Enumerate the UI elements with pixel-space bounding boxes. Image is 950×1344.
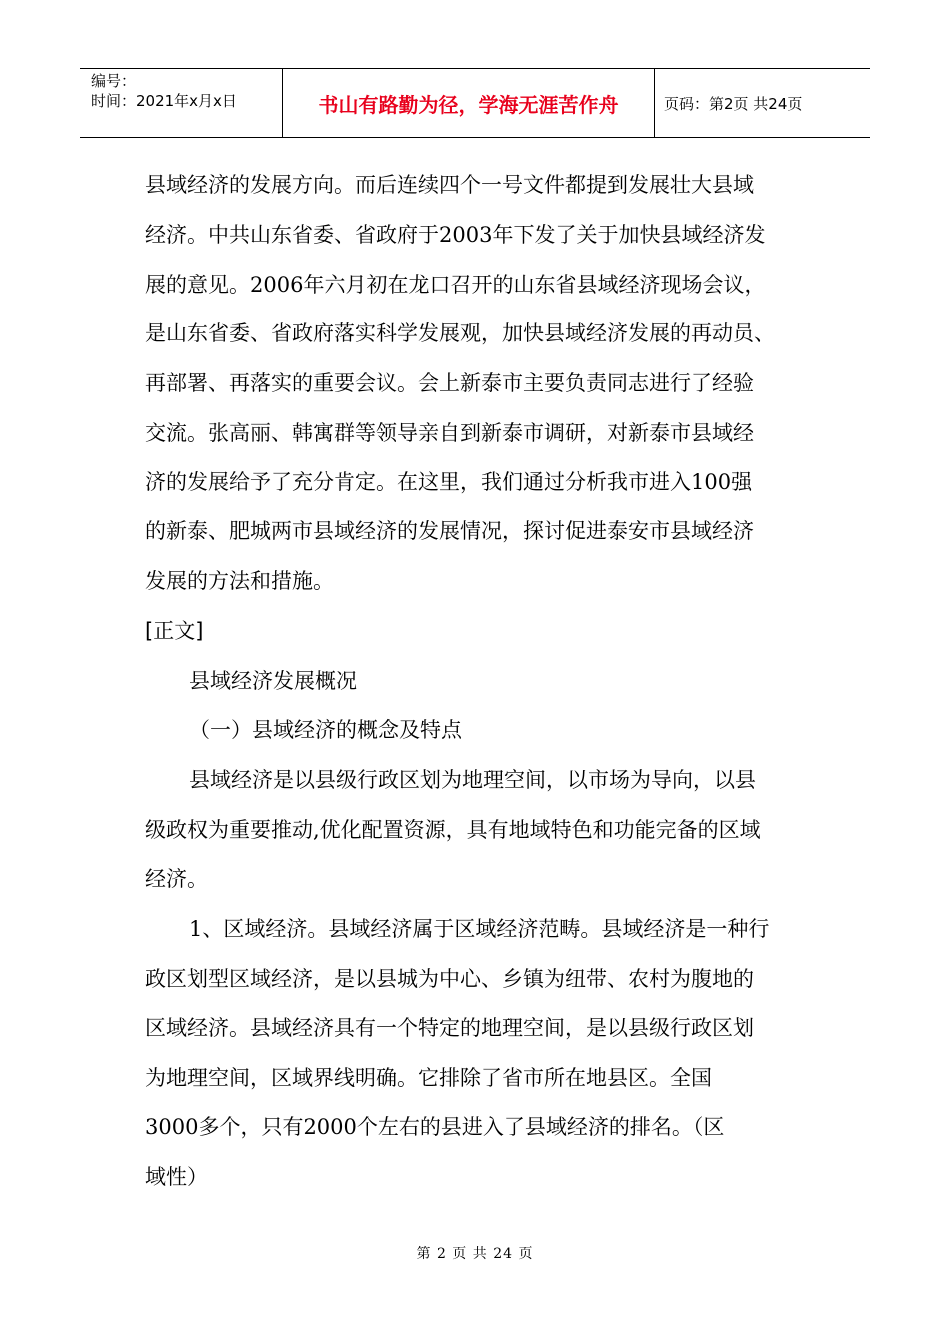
point1-line: 为地理空间，区域界线明确。它排除了省市所在地县区。全国 [145, 1066, 712, 1090]
body-line: 发展的方法和措施。 [145, 569, 334, 593]
number-label: 编号： [91, 72, 137, 90]
body-line: 的新泰、肥城两市县域经济的发展情况，探讨促进泰安市县域经济 [145, 519, 754, 543]
time-label: 时间：2021年x月x日 [91, 92, 237, 110]
page-header [80, 68, 870, 138]
body-line: 再部署、再落实的重要会议。会上新泰市主要负责同志进行了经验 [145, 371, 754, 395]
definition-line: 经济。 [145, 867, 208, 891]
section-heading: 县域经济发展概况 [189, 669, 357, 693]
definition-line: 级政权为重要推动,优化配置资源，具有地域特色和功能完备的区域 [145, 818, 761, 842]
header-page-info: 页码：第2页 共24页 [664, 94, 803, 113]
point1-line: 1、区域经济。县域经济属于区域经济范畴。县域经济是一种行 [189, 917, 770, 941]
body-line: 交流。张高丽、韩寓群等领导亲自到新泰市调研，对新泰市县域经 [145, 421, 754, 445]
point1-line: 域性） [145, 1165, 208, 1189]
header-motto: 书山有路勤为径，学海无涯苦作舟 [282, 69, 655, 137]
page-footer: 第 2 页 共 24 页 [416, 1246, 534, 1262]
body-line: 是山东省委、省政府落实科学发展观，加快县域经济发展的再动员、 [145, 321, 775, 345]
point1-line: 政区划型区域经济，是以县城为中心、乡镇为纽带、农村为腹地的 [145, 967, 754, 991]
zhengwen-label: [正文] [145, 619, 204, 643]
definition-line: 县域经济是以县级行政区划为地理空间，以市场为导向，以县 [189, 768, 756, 792]
point1-line: 3000多个，只有2000个左右的县进入了县域经济的排名。（区 [145, 1115, 725, 1139]
body-line: 经济。中共山东省委、省政府于2003年下发了关于加快县域经济发 [145, 223, 766, 247]
body-line: 县域经济的发展方向。而后连续四个一号文件都提到发展壮大县域 [145, 173, 754, 197]
point1-line: 区域经济。县域经济具有一个特定的地理空间，是以县级行政区划 [145, 1016, 754, 1040]
header-meta [80, 69, 282, 137]
body-line: 展的意见。2006年六月初在龙口召开的山东省县域经济现场会议， [145, 273, 766, 297]
body-line: 济的发展给予了充分肯定。在这里，我们通过分析我市进入100强 [145, 470, 753, 494]
subsection-heading: （一）县域经济的概念及特点 [189, 718, 462, 742]
